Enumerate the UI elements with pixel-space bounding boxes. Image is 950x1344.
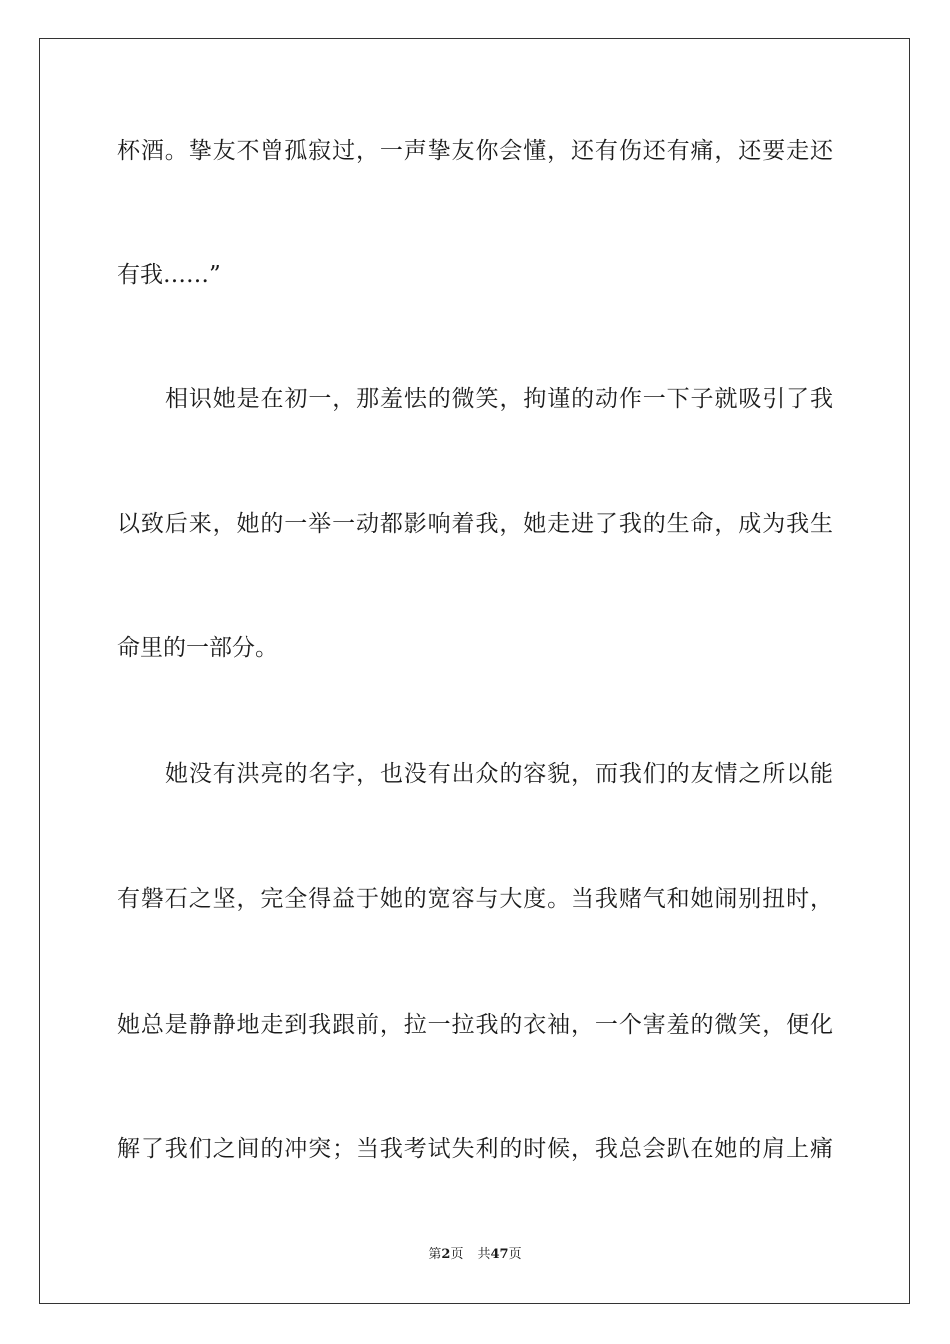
text-line-8: 她总是静静地走到我跟前，拉一拉我的衣袖，一个害羞的微笑，便化 (117, 1012, 833, 1038)
text-line-1: 杯酒。挚友不曾孤寂过，一声挚友你会懂，还有伤还有痛，还要走还 (117, 138, 833, 164)
page-prefix: 第 (428, 1247, 442, 1262)
text-line-7: 有磐石之坚，完全得益于她的宽容与大度。当我赌气和她闹别扭时， (117, 886, 833, 912)
total-prefix: 共 (477, 1247, 491, 1262)
total-pages: 47 (490, 1247, 509, 1262)
page-border (39, 38, 910, 1304)
page-suffix: 页 (450, 1247, 464, 1262)
text-line-4: 以致后来，她的一举一动都影响着我，她走进了我的生命，成为我生 (117, 511, 833, 537)
text-line-6: 她没有洪亮的名字，也没有出众的容貌，而我们的友情之所以能 (165, 761, 833, 787)
text-line-2: 有我……” (117, 262, 221, 288)
page-footer (0, 1246, 950, 1264)
text-line-5: 命里的一部分。 (117, 635, 278, 661)
total-suffix: 页 (508, 1247, 522, 1262)
page-number: 2 (441, 1247, 451, 1262)
text-line-3: 相识她是在初一，那羞怯的微笑，拘谨的动作一下子就吸引了我 (165, 386, 833, 412)
text-line-9: 解了我们之间的冲突；当我考试失利的时候，我总会趴在她的肩上痛 (117, 1136, 833, 1162)
